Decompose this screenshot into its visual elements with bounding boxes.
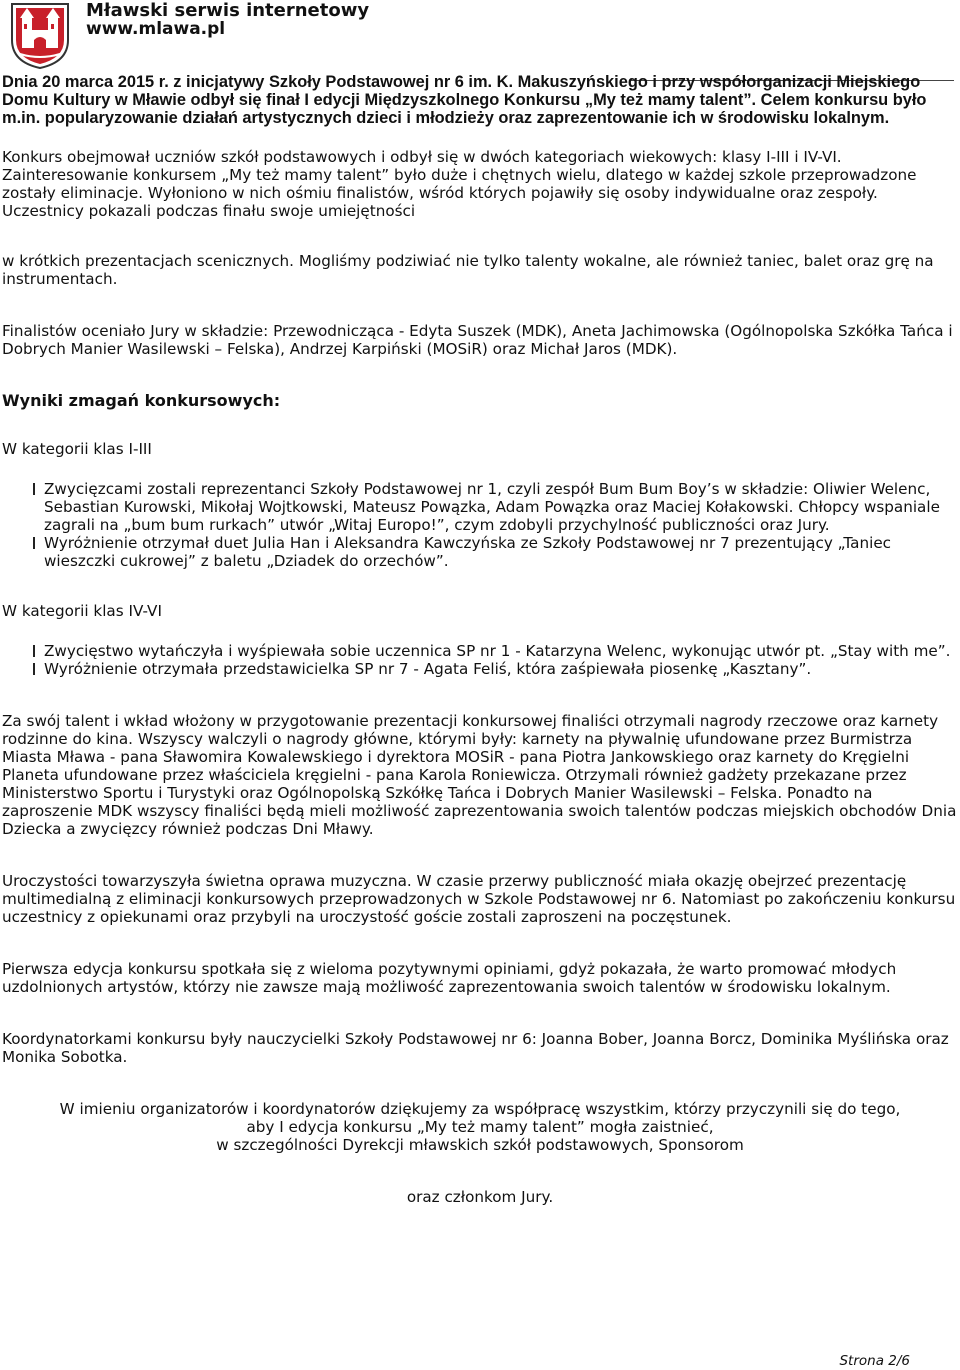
result-text: Wyróżnienie otrzymał duet Julia Han i Aleksandra Kawczyńska ze Szkoły Podstawowej nr 7 prezentujący „Taniec wieszczki cukrowej” z baletu „Dziadek do orzechów”. xyxy=(44,534,892,570)
list-item xyxy=(2,534,958,570)
thanks-block xyxy=(2,1100,958,1206)
paragraph-ceremony: Uroczystości towarzyszyła świetna oprawa muzyczna. W czasie przerwy publiczność miała okazję obejrzeć prezentację multimedialną z eliminacji konkursowych przeprowadzonych w Szkole Podstawowej nr 6. Natomiast po zakończeniu konkursu uczestnicy z opiekunami oraz przybyli na uroczystość goście zostali zaproszeni na poczęstunek. xyxy=(2,872,956,926)
paragraph-summary: Pierwsza edycja konkursu spotkała się z wieloma pozytywnymi opiniami, gdyż pokazała, że warto promować młodych uzdolnionych artystów, którzy nie zawsze mają możliwość zaprezentowania swoich talentów w środowisku lokalnym. xyxy=(2,960,897,996)
bullet-icon xyxy=(33,483,35,495)
list-item xyxy=(2,660,958,678)
thanks-line: aby I edycja konkursu „My też mamy talent” mogła zaistnieć, xyxy=(246,1118,714,1136)
result-text: Zwycięstwo wytańczyła i wyśpiewała sobie uczennica SP nr 1 - Katarzyna Welenc, wykonując utwór pt. „Stay with me”. xyxy=(44,642,951,660)
page-number: Strona 2/6 xyxy=(839,1353,910,1369)
category-1-title: W kategorii klas I-III xyxy=(2,440,152,458)
category-2-title: W kategorii klas IV-VI xyxy=(2,602,162,620)
mlawa-crest-logo xyxy=(6,0,74,70)
thanks-line: w szczególności Dyrekcji mławskich szkół podstawowych, Sponsorom xyxy=(216,1136,744,1154)
list-item xyxy=(2,642,958,660)
article-lead: Dnia 20 marca 2015 r. z inicjatywy Szkoły Podstawowej nr 6 im. K. Makuszyńskiego i przy współorganizacji Miejskiego Domu Kultury w Mławie odbył się finał I edycji Międzyszkolnego Konkursu „My też mamy talent”. Celem konkursu było m.in. popularyzowanie działań artystycznych dzieci i młodzieży oraz zaprezentowanie ich w środowisku lokalnym. xyxy=(2,73,927,127)
site-name: Mławski serwis internetowy xyxy=(86,0,370,21)
paragraph-prizes: Za swój talent i wkład włożony w przygotowanie prezentacji konkursowej finaliści otrzymali nagrody rzeczowe oraz karnety rodzinne do kina. Wszyscy walczyli o nagrody główne, którymi były: karnety na pływalnię ufundowane przez Burmistrza Miasta Mława - pana Sławomira Kowalewskiego i dyrektora MOSiR - pana Piotra Jankowskiego oraz karnety do Kręgielni Planeta ufundowane przez właściciela kręgielni - pana Karola Roniewicza. Otrzymali również gadżety przekazane przez Ministerstwo Sportu i Turystyki oraz Ogólnopolską Szkółkę Tańca i Dobrych Manier Wasilewski – Felska. Ponadto na zaproszenie MDK wszyscy finaliści będą mieli możliwość zaprezentowania swoich talentów podczas miejskich obchodów Dnia Dziecka a zwycięzcy również podczas Dni Mławy. xyxy=(2,712,957,838)
article-body xyxy=(2,73,958,1206)
bullet-icon xyxy=(33,537,35,549)
page-header xyxy=(6,0,956,70)
thanks-line: W imieniu organizatorów i koordynatorów dziękujemy za współpracę wszystkim, którzy przyczynili się do tego, xyxy=(59,1100,901,1118)
result-text: Wyróżnienie otrzymała przedstawicielka SP nr 7 - Agata Feliś, która zaśpiewała piosenkę „Kasztany”. xyxy=(44,660,812,678)
site-url[interactable]: www.mlawa.pl xyxy=(86,19,226,39)
bullet-icon xyxy=(33,645,35,657)
paragraph-presentations: w krótkich prezentacjach scenicznych. Mogliśmy podziwiać nie tylko talenty wokalne, ale również taniec, balet oraz grę na instrumentach. xyxy=(2,252,934,288)
category-1-results xyxy=(2,480,958,570)
paragraph-jury: Finalistów oceniało Jury w składzie: Przewodnicząca - Edyta Suszek (MDK), Aneta Jachimowska (Ogólnopolska Szkółka Tańca i Dobrych Manier Wasilewski – Felska), Andrzej Karpiński (MOSiR) oraz Michał Jaros (MDK). xyxy=(2,322,953,358)
bullet-icon xyxy=(33,663,35,675)
paragraph-intro: Konkurs obejmował uczniów szkół podstawowych i odbył się w dwóch kategoriach wiekowych: klasy I-III i IV-VI. Zainteresowanie konkursem „My też mamy talent” było duże i chętnych wielu, dlatego w każdej szkole przeprowadzone zostały eliminacje. Wyłoniono w nich ośmiu finalistów, wśród których pojawiły się osoby indywidualne oraz zespoły. Uczestnicy pokazali podczas finału swoje umiejętności xyxy=(2,148,917,220)
results-heading: Wyniki zmagań konkursowych: xyxy=(2,391,281,410)
thanks-line: oraz członkom Jury. xyxy=(406,1188,554,1206)
list-item xyxy=(2,480,958,534)
result-text: Zwycięzcami zostali reprezentanci Szkoły Podstawowej nr 1, czyli zespół Bum Bum Boy’s w składzie: Oliwier Welenc, Sebastian Kurowski, Mikołaj Wojtkowski, Mateusz Powązka, Adam Powązka oraz Maciej Kołakowski. Chłopcy wspaniale zagrali na „bum bum rurkach” utwór „Witaj Europo!”, czym zdobyli przychylność publiczności oraz Jury. xyxy=(44,480,940,534)
paragraph-coordinators: Koordynatorkami konkursu były nauczycielki Szkoły Podstawowej nr 6: Joanna Bober, Joanna Borcz, Dominika Myślińska oraz Monika Sobotka. xyxy=(2,1030,949,1066)
category-2-results xyxy=(2,642,958,678)
